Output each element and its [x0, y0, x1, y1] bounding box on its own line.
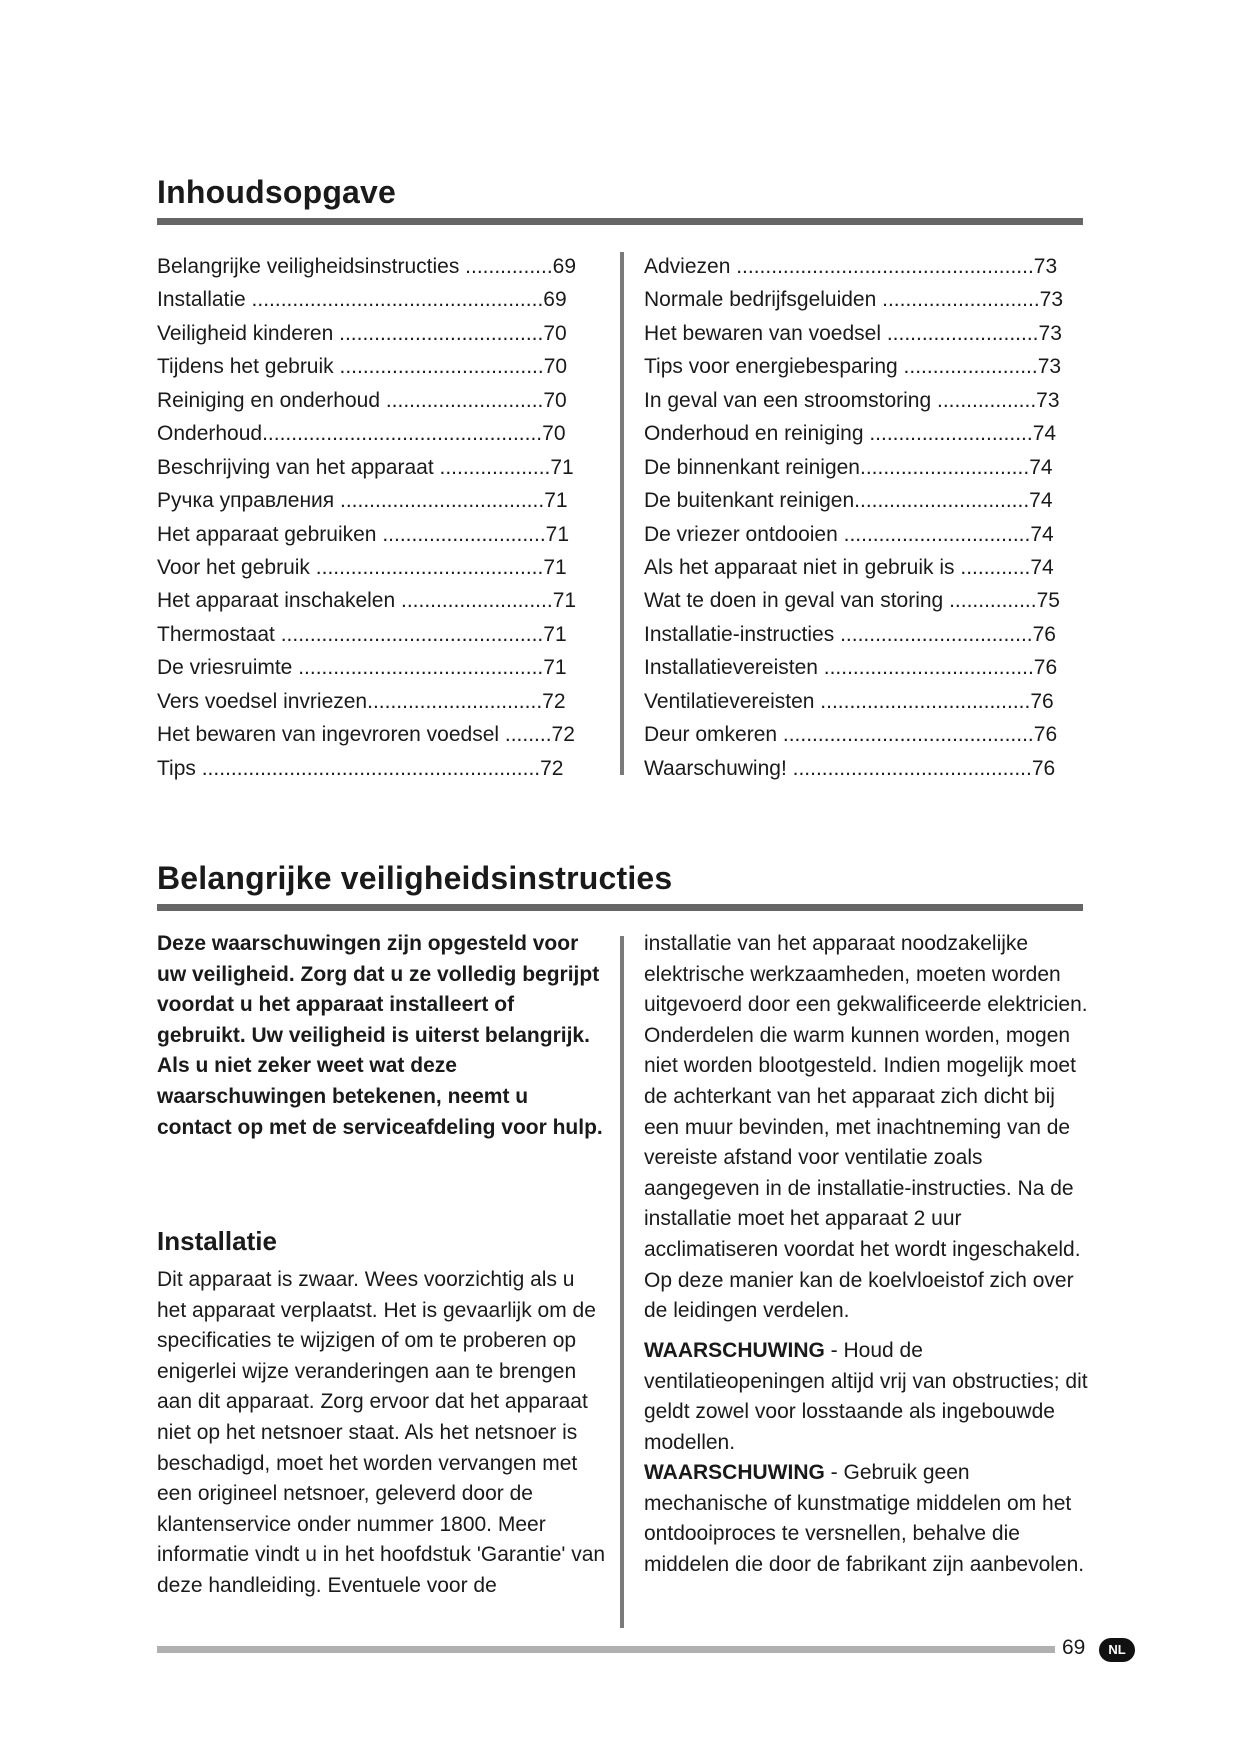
warning-text: - Gebruik geen mechanische of kunstmatige middelen om het ontdooiproces te versnellen, behalve die middelen die door de fabrikant zijn aanbevolen. [644, 1461, 1085, 1576]
toc-entry[interactable]: Installatie-instructies .................................76 [644, 622, 1056, 646]
toc-entry[interactable]: Ventilatievereisten ....................................76 [644, 689, 1054, 713]
toc-entry[interactable]: Belangrijke veiligheidsinstructies ...............69 [157, 255, 577, 278]
installation-heading: Installatie [157, 1226, 277, 1256]
toc-entry[interactable]: Als het apparaat niet in gebruik is ............74 [644, 555, 1054, 579]
safety-section-title: Belangrijke veiligheidsinstructies [157, 860, 673, 896]
toc-entry[interactable]: Onderhoud en reiniging ............................74 [644, 422, 1057, 446]
toc-entry[interactable]: Ручка управления ...................................71 [157, 489, 568, 513]
toc-entry[interactable]: Thermostaat .............................................71 [157, 622, 567, 646]
toc-right-column [644, 250, 1084, 785]
toc-entry[interactable]: De vriezer ontdooien ................................74 [644, 522, 1054, 546]
language-badge: NL [1099, 1638, 1135, 1662]
toc-entry[interactable]: Het apparaat gebruiken ............................71 [157, 522, 570, 546]
toc-entry[interactable]: Het apparaat inschakelen ..........................71 [157, 589, 577, 613]
toc-entry[interactable]: Reiniging en onderhoud ...........................70 [157, 388, 567, 412]
warning-label: WAARSCHUWING [644, 1461, 825, 1484]
toc-title: Inhoudsopgave [157, 174, 397, 210]
toc-title-rule [157, 218, 1083, 225]
toc-entry[interactable]: Onderhoud................................................70 [157, 422, 566, 446]
toc-entry[interactable]: Waarschuwing! .........................................76 [644, 756, 1056, 780]
toc-entry[interactable]: Vers voedsel invriezen..............................72 [157, 689, 566, 713]
warning-text: - Houd de ventilatieopeningen altijd vrij van obstructies; dit geldt zowel voor losstaande als ingebouwde modellen. [644, 1339, 1088, 1454]
page-number: 69 [1062, 1636, 1086, 1659]
toc-entry[interactable]: Tijdens het gebruik ...................................70 [157, 355, 568, 379]
toc-entry[interactable]: Adviezen ...................................................73 [644, 255, 1058, 278]
toc-entry[interactable]: Normale bedrijfsgeluiden ...........................73 [644, 288, 1064, 312]
warning-label: WAARSCHUWING [644, 1339, 825, 1362]
safety-title-rule [157, 904, 1083, 911]
footer-rule [157, 1646, 1055, 1653]
toc-entry[interactable]: Deur omkeren ...........................................76 [644, 723, 1058, 747]
toc-entry[interactable]: De binnenkant reinigen.............................74 [644, 455, 1053, 479]
safety-intro-text: Deze waarschuwingen zijn opgesteld voor uw veiligheid. Zorg dat u ze volledig begrijpt voordat u het apparaat installeert of gebruikt. Uw veiligheid is uiterst belangrijk. Als u niet zeker weet wat deze waarschuwingen betekenen, neemt u contact op met de serviceafdeling voor hulp. [157, 932, 603, 1139]
installation-continued-text: installatie van het apparaat noodzakelijke elektrische werkzaamheden, moeten worden uitgevoerd door een gekwalificeerde elektricien. Onderdelen die warm kunnen worden, mogen niet worden blootgesteld. Indien mogelijk moet de achterkant van het apparaat zich dicht bij een muur bevinden, met inachtneming van de vereiste afstand voor ventilatie zoals aangegeven in de installatie-instructies. Na de installatie moet het apparaat 2 uur acclimatiseren voordat het wordt ingeschakeld. Op deze manier kan de koelvloeistof zich over de leidingen verdelen. [644, 932, 1088, 1323]
toc-entry[interactable]: Tips ..........................................................72 [157, 756, 564, 780]
toc-entry[interactable]: Installatievereisten ....................................76 [644, 656, 1058, 680]
toc-entry[interactable]: Het bewaren van voedsel ..........................73 [644, 321, 1062, 345]
toc-left-column [157, 250, 603, 785]
safety-column-divider [620, 936, 624, 1628]
toc-entry[interactable]: In geval van een stroomstoring .................73 [644, 388, 1060, 412]
toc-entry[interactable]: Wat te doen in geval van storing ...............75 [644, 589, 1060, 613]
toc-entry[interactable]: Het bewaren van ingevroren voedsel ........72 [157, 723, 575, 747]
toc-entry[interactable]: Veiligheid kinderen ...................................70 [157, 321, 567, 345]
toc-column-divider [620, 252, 624, 775]
toc-entry[interactable]: De buitenkant reinigen..............................74 [644, 489, 1053, 513]
toc-entry[interactable]: Voor het gebruik .......................................71 [157, 555, 567, 579]
warning-ventilation [644, 1336, 1094, 1458]
warning-defrost [644, 1458, 1094, 1580]
toc-entry[interactable]: Tips voor energiebesparing .......................73 [644, 355, 1062, 379]
toc-entry[interactable]: De vriesruimte ..........................................71 [157, 656, 567, 680]
installation-text: Dit apparaat is zwaar. Wees voorzichtig als u het apparaat verplaatst. Het is gevaarlijk om de specificaties te wijzigen of om te proberen op enigerlei wijze veranderingen aan te brengen aan dit apparaat. Zorg ervoor dat het apparaat niet op het netsnoer staat. Als het netsnoer is beschadigd, moet het worden vervangen met een origineel netsnoer, geleverd door de klantenservice onder nummer 1800. Meer informatie vindt u in het hoofdstuk 'Garantie' van deze handleiding. Eventuele voor de [157, 1268, 606, 1597]
toc-entry[interactable]: Installatie ..................................................69 [157, 288, 567, 312]
toc-entry[interactable]: Beschrijving van het apparaat ...................71 [157, 455, 574, 479]
